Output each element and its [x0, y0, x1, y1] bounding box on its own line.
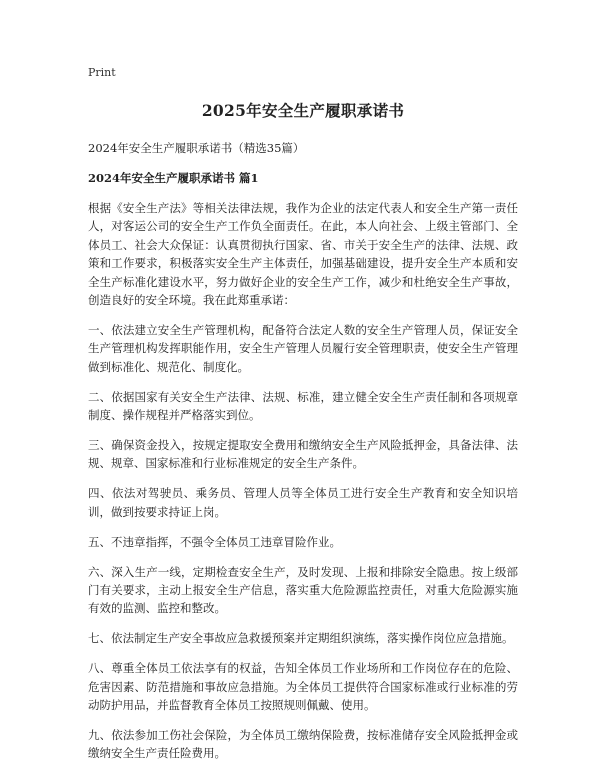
commitment-paragraph-4: 四、依法对驾驶员、乘务员、管理人员等全体员工进行安全生产教育和安全知识培训，做到按要求持证上岗。 — [88, 486, 518, 519]
commitment-paragraph-1: 一、依法建立安全生产管理机构，配备符合法定人数的安全生产管理人员，保证安全生产管理机构发挥职能作用，安全生产管理人员履行安全管理职责，使安全生产管理做到标准化、规范化、制度化。 — [88, 322, 518, 374]
commitment-paragraph-8: 八、尊重全体员工依法享有的权益，告知全体员工作业场所和工作岗位存在的危险、危害因素、防范措施和事故应急措施。为全体员工提供符合国家标准或行业标准的劳动防护用品，并监督教育全体员工按照规则佩戴、使用。 — [88, 661, 518, 712]
document-subtitle: 2024年安全生产履职承诺书（精选35篇） — [88, 141, 305, 155]
commitment-paragraph-3: 三、确保资金投入，按规定提取安全费用和缴纳安全生产风险抵押金，具备法律、法规、规章、国家标准和行业标准规定的安全生产条件。 — [88, 437, 518, 471]
commitment-paragraph-6: 六、深入生产一线，定期检查安全生产，及时发现、上报和排除安全隐患。按上级部门有关要求，主动上报安全生产信息，落实重大危险源监控责任，对重大危险源实施有效的监测、监控和整改。 — [88, 564, 518, 616]
commitment-paragraph-5: 五、不违章指挥，不强令全体员工违章冒险作业。 — [88, 534, 341, 549]
document-page — [88, 66, 518, 774]
commitment-paragraph-2: 二、依据国家有关安全生产法律、法规、标准，建立健全安全生产责任制和各项规章制度、操作规程并严格落实到位。 — [88, 389, 518, 423]
intro-paragraph: 根据《安全生产法》等相关法律法规，我作为企业的法定代表人和安全生产第一责任人，对客运公司的安全生产工作负全面责任。在此，本人向社会、上级主管部门、全体员工、社会大众保证：认真贯彻执行国家、省、市关于安全生产的法律、法规、政策和工作要求，积极落实安全生产主体责任，加强基础建设，提升安全生产本质和安全生产标准化建设水平，努力做好企业的安全生产工作，减少和杜绝安全生产事故，创造良好的安全环境。我在此郑重承诺： — [88, 201, 518, 308]
commitment-paragraph-9: 九、依法参加工伤社会保险，为全体员工缴纳保险费，按标准储存安全风险抵押金或缴纳安全生产责任险费用。 — [88, 727, 518, 761]
section-heading: 2024年安全生产履职承诺书 篇1 — [88, 171, 259, 185]
document-title: 2025年安全生产履职承诺书 — [201, 101, 405, 120]
commitment-paragraph-7: 七、依法制定生产安全事故应急救援预案并定期组织演练，落实操作岗位应急措施。 — [88, 631, 514, 646]
print-link[interactable]: Print — [88, 66, 116, 79]
